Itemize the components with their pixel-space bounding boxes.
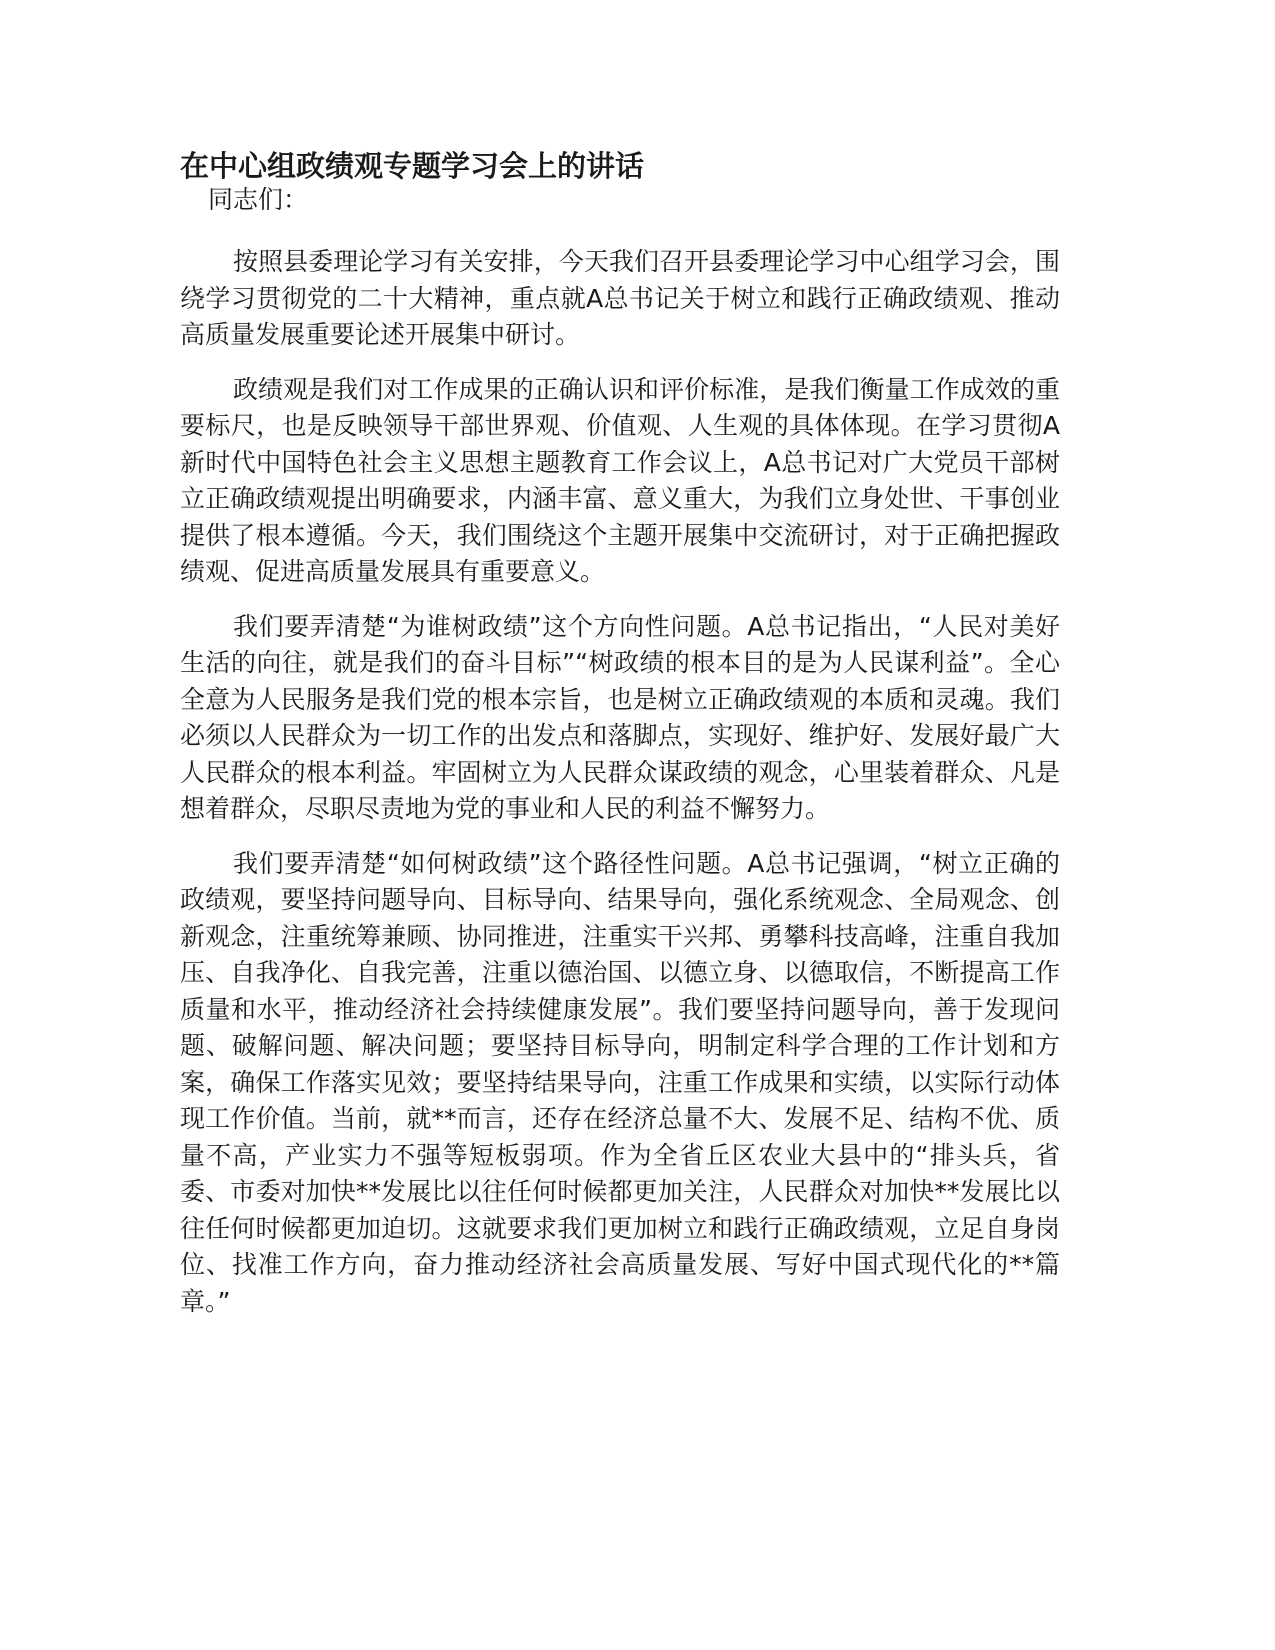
paragraph-4: 我们要弄清楚“如何树政绩”这个路径性问题。A总书记强调，“树立正确的政绩观，要坚持问题导向、目标导向、结果导向，强化系统观念、全局观念、创新观念，注重统筹兼顾、协同推进，注重实干兴邦、勇攀科技高峰，注重自我加压、自我净化、自我完善，注重以德治国、以德立身、以德取信，不断提高工作质量和水平，推动经济社会持续健康发展”。我们要坚持问题导向，善于发现问题、破解问题、解决问题；要坚持目标导向，明制定科学合理的工作计划和方案，确保工作落实见效；要坚持结果导向，注重工作成果和实绩，以实际行动体现工作价值。当前，就**而言，还存在经济总量不大、发展不足、结构不优、质量不高，产业实力不强等短板弱项。作为全省丘区农业大县中的“排头兵，省委、市委对加快**发展比以往任何时候都更加关注，人民群众对加快**发展比以往任何时候都更加迫切。这就要求我们更加树立和践行正确政绩观，立足自身岗位、找准工作方向，奋力推动经济社会高质量发展、写好中国式现代化的**篇章。” (180, 848, 1060, 1316)
salutation: 同志们： (208, 185, 309, 214)
document-title: 在中心组政绩观专题学习会上的讲话 (180, 149, 645, 183)
paragraph-2: 政绩观是我们对工作成果的正确认识和评价标准，是我们衡量工作成效的重要标尺，也是反映领导干部世界观、价值观、人生观的具体体现。在学习贯彻A新时代中国特色社会主义思想主题教育工作会议上，A总书记对广大党员干部树立正确政绩观提出明确要求，内涵丰富、意义重大，为我们立身处世、干事创业提供了根本遵循。今天，我们围绕这个主题开展集中交流研讨，对于正确把握政绩观、促进高质量发展具有重要意义。 (180, 374, 1060, 586)
paragraph-1: 按照县委理论学习有关安排，今天我们召开县委理论学习中心组学习会，围绕学习贯彻党的二十大精神，重点就A总书记关于树立和践行正确政绩观、推动高质量发展重要论述开展集中研讨。 (180, 247, 1060, 349)
paragraph-3: 我们要弄清楚“为谁树政绩”这个方向性问题。A总书记指出，“人民对美好生活的向往，就是我们的奋斗目标”“树政绩的根本目的是为人民谋利益”。全心全意为人民服务是我们党的根本宗旨，也是树立正确政绩观的本质和灵魂。我们必须以人民群众为一切工作的出发点和落脚点，实现好、维护好、发展好最广大人民群众的根本利益。牢固树立为人民群众谋政绩的观念，心里装着群众、凡是想着群众，尽职尽责地为党的事业和人民的利益不懈努力。 (180, 611, 1060, 823)
document-page (180, 148, 1060, 1338)
